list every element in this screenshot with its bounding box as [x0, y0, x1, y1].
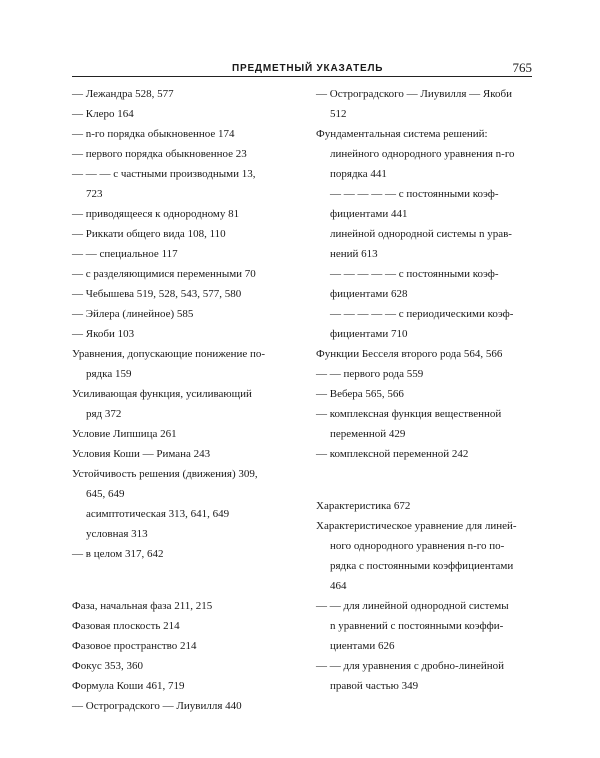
- header-rule: [72, 76, 532, 77]
- index-entry: Функции Бесселя второго рода 564, 566: [316, 348, 503, 360]
- index-entry: Условия Коши — Римана 243: [72, 448, 211, 460]
- index-entry-continuation: 512: [330, 108, 347, 120]
- page-number: 765: [512, 60, 532, 75]
- index-entry: Характеристика 672: [316, 500, 411, 512]
- index-entry-continuation: 723: [86, 188, 103, 200]
- index-subentry: — — — — — с периодическими коэф-: [330, 308, 514, 320]
- index-entry: — первого порядка обыкновенное 23: [72, 148, 247, 160]
- index-entry: Характеристическое уравнение для линей-: [316, 520, 517, 532]
- index-entry: — Вебера 565, 566: [316, 388, 404, 400]
- index-entry-continuation: n уравнений с постоянными коэффи-: [330, 620, 504, 632]
- index-subentry: — — — — — с постоянными коэф-: [330, 188, 499, 200]
- left-column: [72, 84, 292, 716]
- index-subentry: линейного однородного уравнения n-го: [330, 148, 515, 160]
- index-entry: — комплексная функция вещественной: [316, 408, 502, 420]
- index-entry-continuation: рядка с постоянными коэффициентами: [330, 560, 514, 572]
- index-entry: Устойчивость решения (движения) 309,: [72, 468, 258, 480]
- index-subentry: асимптотическая 313, 641, 649: [86, 508, 230, 520]
- index-entry-continuation: фициентами 628: [330, 288, 408, 300]
- running-title: ПРЕДМЕТНЫЙ УКАЗАТЕЛЬ: [232, 63, 384, 74]
- section-gap: [316, 464, 532, 496]
- index-entry: — Эйлера (линейное) 585: [72, 308, 194, 320]
- index-entry: — Остроградского — Лиувилля 440: [72, 700, 242, 712]
- index-subentry: — — — — — с постоянными коэф-: [330, 268, 499, 280]
- index-entry-continuation: фициентами 441: [330, 208, 408, 220]
- index-entry: — Чебышева 519, 528, 543, 577, 580: [72, 288, 242, 300]
- index-entry-continuation: правой частью 349: [330, 680, 419, 692]
- index-entry: Фокус 353, 360: [72, 660, 144, 672]
- index-entry: — комплексной переменной 242: [316, 448, 469, 460]
- index-entry-continuation: ряд 372: [86, 408, 122, 420]
- index-entry: — — специальное 117: [72, 248, 178, 260]
- index-entry: — — — с частными производными 13,: [72, 168, 256, 180]
- index-entry-continuation: порядка 441: [330, 168, 387, 180]
- index-entry-continuation: переменной 429: [330, 428, 406, 440]
- index-entry: Фазовая плоскость 214: [72, 620, 180, 632]
- index-entry-continuation: нений 613: [330, 248, 378, 260]
- index-entry: — с разделяющимися переменными 70: [72, 268, 256, 280]
- index-entry: Формула Коши 461, 719: [72, 680, 185, 692]
- index-entry-continuation: ного однородного уравнения n-го по-: [330, 540, 505, 552]
- index-entry: Уравнения, допускающие понижение по-: [72, 348, 266, 360]
- index-entry: — Клеро 164: [72, 108, 134, 120]
- index-entry-continuation: 464: [330, 580, 347, 592]
- index-entry: Усиливающая функция, усиливающий: [72, 388, 252, 400]
- index-entry: Фаза, начальная фаза 211, 215: [72, 600, 213, 612]
- index-entry: Фундаментальная система решений:: [316, 128, 488, 140]
- index-entry: — в целом 317, 642: [72, 548, 164, 560]
- index-entry: Условие Липшица 261: [72, 428, 177, 440]
- page-header: [72, 60, 532, 80]
- index-entry: — — для уравнения с дробно-линейной: [316, 660, 505, 672]
- index-entry-continuation: рядка 159: [86, 368, 132, 380]
- index-entry-continuation: циентами 626: [330, 640, 395, 652]
- index-entry: — n-го порядка обыкновенное 174: [72, 128, 235, 140]
- index-subentry: линейной однородной системы n урав-: [330, 228, 512, 240]
- index-entry: Фазовое пространство 214: [72, 640, 197, 652]
- index-entry: — Риккати общего вида 108, 110: [72, 228, 226, 240]
- index-entry: — Якоби 103: [72, 328, 135, 340]
- index-entry: — Лежандра 528, 577: [72, 88, 174, 100]
- index-entry: — Остроградского — Лиувилля — Якоби: [316, 88, 512, 100]
- index-entry-continuation: 645, 649: [86, 488, 125, 500]
- right-column: [316, 84, 532, 696]
- index-entry: — — для линейной однородной системы: [316, 600, 509, 612]
- index-entry-continuation: фициентами 710: [330, 328, 408, 340]
- section-gap: [72, 564, 292, 596]
- index-subentry: условная 313: [86, 528, 148, 540]
- index-entry: — — первого рода 559: [316, 368, 424, 380]
- index-entry: — приводящееся к однородному 81: [72, 208, 240, 220]
